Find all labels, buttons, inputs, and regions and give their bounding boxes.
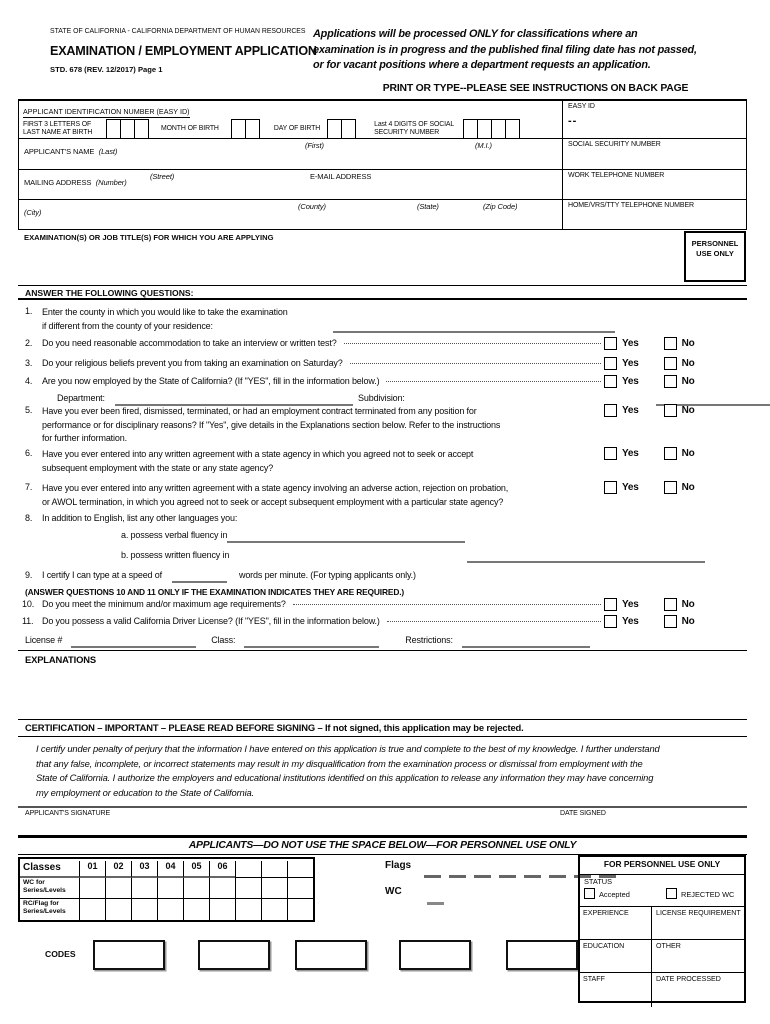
class-col-4: 04	[157, 861, 183, 878]
license-requirement-cell[interactable]	[652, 907, 744, 940]
name-mi-label: (M.I.)	[475, 141, 492, 150]
wc-blank[interactable]	[427, 902, 444, 905]
day-of-birth-label: DAY OF BIRTH	[273, 125, 321, 133]
other-label: OTHER	[656, 942, 681, 950]
rejected-wc-checkbox[interactable]	[666, 888, 677, 899]
question-1-line1: Enter the county in which you would like to take the examination	[42, 307, 288, 317]
q4-no-checkbox[interactable]	[664, 375, 677, 388]
no-label: No	[681, 448, 695, 459]
ssn4-boxes	[464, 119, 520, 139]
wc-cell[interactable]	[235, 878, 261, 899]
q3-yes-checkbox[interactable]	[604, 357, 617, 370]
easy-id-row	[19, 101, 746, 138]
classes-table	[18, 857, 315, 922]
dotted-leader	[344, 343, 601, 344]
codes-label: CODES	[45, 949, 76, 959]
wc-cell[interactable]	[79, 878, 105, 899]
code-box[interactable]	[198, 940, 270, 970]
yes-label: Yes	[622, 599, 639, 610]
rejected-wc-label: REJECTED WC	[681, 890, 735, 899]
verbal-fluency-field[interactable]	[227, 541, 465, 543]
home-phone-label: HOME/VRS/TTY TELEPHONE NUMBER	[568, 202, 694, 209]
questions-10-11-note: (ANSWER QUESTIONS 10 AND 11 ONLY IF THE EXAMINATION INDICATES THEY ARE REQUIRED.)	[25, 587, 405, 597]
answer-questions-heading: ANSWER THE FOLLOWING QUESTIONS:	[18, 287, 747, 300]
verbal-fluency-label: a. possess verbal fluency in	[121, 530, 228, 540]
typing-speed-field[interactable]	[172, 581, 227, 583]
date-signed-label: DATE SIGNED	[560, 810, 606, 817]
license-class-field[interactable]	[244, 646, 379, 648]
wc-cell[interactable]	[131, 878, 157, 899]
personnel-box-line2: USE ONLY	[696, 248, 734, 258]
question-7-line1: Have you ever entered into any written agreement with a state agency involving an adverse action, rejection on probation,	[42, 483, 509, 493]
staff-label: STAFF	[583, 975, 605, 983]
date-processed-label: DATE PROCESSED	[656, 975, 721, 983]
question-5-line2: performance or for disciplinary reasons? If "Yes", give details in the Explanations section below. Refer to the instructions	[42, 419, 501, 430]
processing-notice	[313, 27, 765, 74]
wc-cell[interactable]	[183, 878, 209, 899]
license-number-field[interactable]	[71, 646, 196, 648]
education-cell[interactable]	[580, 940, 652, 973]
question-9-post: words per minute. (For typing applicants only.)	[238, 570, 416, 580]
flag-blank[interactable]	[549, 875, 566, 878]
certification-line2: that any false, incomplete, or incorrect statements may result in my disqualification from the examination process or dismissal from employment with the	[36, 757, 643, 769]
question-10-text: Do you meet the minimum and/or maximum age requirements?	[42, 599, 286, 609]
wc-cell[interactable]	[157, 878, 183, 899]
flag-blank[interactable]	[424, 875, 441, 878]
q5-no-checkbox[interactable]	[664, 404, 677, 417]
question-8	[18, 513, 747, 560]
rc-cell[interactable]	[183, 899, 209, 920]
question-1-line2: if different from the county of your residence:	[42, 320, 213, 331]
yes-label: Yes	[622, 616, 639, 627]
work-phone-cell[interactable]	[562, 170, 746, 199]
yes-label: Yes	[622, 482, 639, 493]
address-street-label: (Street)	[150, 172, 175, 181]
question-4-subfields	[18, 393, 747, 403]
agency-line: STATE OF CALIFORNIA - CALIFORNIA DEPARTMENT OF HUMAN RESOURCES	[50, 28, 306, 35]
identification-table	[18, 99, 747, 230]
q7-yes-checkbox[interactable]	[604, 481, 617, 494]
rc-cell[interactable]	[209, 899, 235, 920]
dotted-leader	[293, 604, 601, 605]
ssn4-label: Last 4 DIGITS OF SOCIAL SECURITY NUMBER	[374, 121, 455, 136]
rc-flag-label: RC/Flag for Series/Levels	[23, 900, 66, 916]
staff-row	[580, 973, 744, 1007]
dotted-leader	[386, 381, 601, 382]
question-10	[18, 599, 747, 609]
digit-box[interactable]	[463, 119, 478, 139]
flag-blank[interactable]	[524, 875, 541, 878]
yes-label: Yes	[622, 448, 639, 459]
dotted-leader	[387, 621, 601, 622]
notice-line-2: examination is in progress and the published final filing date has not passed,	[313, 43, 697, 56]
question-1	[18, 306, 747, 333]
code-box[interactable]	[295, 940, 367, 970]
easy-id-row-title: APPLICANT IDENTIFICATION NUMBER (EASY ID)	[23, 107, 190, 116]
work-phone-label: WORK TELEPHONE NUMBER	[568, 172, 665, 179]
status-row	[580, 875, 744, 907]
notice-line-3: or for vacant positions where a department requests an application.	[313, 59, 651, 71]
mailing-address-label: MAILING ADDRESS	[24, 178, 92, 187]
experience-label: EXPERIENCE	[583, 909, 629, 917]
signature-line[interactable]	[18, 806, 747, 808]
license-restrictions-label: Restrictions:	[405, 635, 453, 645]
license-restrictions-field[interactable]	[462, 646, 590, 648]
other-cell[interactable]	[652, 940, 744, 973]
question-7-line2: or AWOL termination, in which you agreed not to seek or accept subsequent employment with a particular state agency?	[42, 496, 504, 507]
question-6-line2: subsequent employment with the state or any state agency?	[42, 462, 274, 473]
first3-letter-boxes	[107, 119, 149, 139]
class-col-7	[235, 861, 261, 878]
q7-no-checkbox[interactable]	[664, 481, 677, 494]
date-processed-cell[interactable]	[652, 973, 744, 1007]
wc-label: WC	[385, 886, 402, 897]
state-label: (State)	[417, 202, 439, 211]
question-9-number: 9.	[25, 570, 33, 580]
question-3	[18, 358, 747, 368]
q6-no-checkbox[interactable]	[664, 447, 677, 460]
digit-box[interactable]	[477, 119, 492, 139]
first3-letters-label: FIRST 3 LETTERS OF LAST NAME AT BIRTH	[23, 121, 93, 136]
question-2-number: 2.	[25, 338, 33, 348]
yes-label: Yes	[622, 405, 639, 416]
no-label: No	[681, 616, 695, 627]
question-11	[18, 616, 747, 626]
question-6	[18, 448, 747, 475]
address-number-label: (Number)	[95, 178, 127, 187]
yes-label: Yes	[622, 358, 639, 369]
dotted-leader	[350, 363, 601, 364]
rc-cell[interactable]	[131, 899, 157, 920]
question-8-number: 8.	[25, 513, 33, 523]
flag-blank[interactable]	[449, 875, 466, 878]
question-5-line3: for further information.	[42, 433, 127, 444]
flag-blank[interactable]	[499, 875, 516, 878]
q2-yes-checkbox[interactable]	[604, 337, 617, 350]
question-1-number: 1.	[25, 306, 33, 316]
city-label: (City)	[24, 208, 42, 217]
no-label: No	[681, 482, 695, 493]
question-4-text: Are you now employed by the State of California? (If "YES", fill in the information below.)	[42, 376, 380, 386]
license-class-label: Class:	[211, 635, 236, 645]
department-label: Department:	[57, 393, 105, 403]
ssn-cell[interactable]	[562, 139, 746, 169]
code-box[interactable]	[506, 940, 578, 970]
county-label: (County)	[298, 202, 326, 211]
q10-yes-checkbox[interactable]	[604, 598, 617, 611]
class-col-2: 02	[105, 861, 131, 878]
question-11-number: 11.	[22, 616, 34, 626]
q11-yes-checkbox[interactable]	[604, 615, 617, 628]
certification-body	[36, 742, 742, 800]
rc-cell[interactable]	[287, 899, 313, 920]
city-row	[19, 199, 746, 229]
license-requirement-label: LICENSE REQUIREMENT	[656, 909, 741, 917]
written-fluency-label: b. possess written fluency in	[121, 550, 230, 560]
class-col-9	[287, 861, 313, 878]
question-5-line1: Have you ever been fired, dismissed, terminated, or had an employment contract terminated from any position for	[42, 406, 477, 416]
question-8-text: In addition to English, list any other languages you:	[42, 513, 238, 523]
question-4	[18, 376, 747, 386]
wc-series-row	[20, 878, 313, 899]
education-label: EDUCATION	[583, 942, 625, 950]
question-11-text: Do you possess a valid California Driver License? (If "YES", fill in the information below.)	[42, 616, 380, 626]
zip-label: (Zip Code)	[483, 202, 518, 211]
divider	[18, 719, 747, 720]
wc-cell[interactable]	[261, 878, 287, 899]
class-col-3: 03	[131, 861, 157, 878]
month-boxes	[232, 119, 260, 139]
page-title: EXAMINATION / EMPLOYMENT APPLICATION	[50, 44, 317, 58]
question-9	[18, 570, 747, 580]
month-of-birth-label: MONTH OF BIRTH	[161, 125, 219, 133]
code-box[interactable]	[399, 940, 471, 970]
no-label: No	[681, 405, 695, 416]
question-7-number: 7.	[25, 482, 33, 492]
education-row	[580, 940, 744, 973]
digit-box[interactable]	[505, 119, 520, 139]
email-label: E-MAIL ADDRESS	[310, 172, 372, 181]
personnel-box-line1: PERSONNEL	[691, 239, 739, 248]
name-row	[19, 138, 746, 169]
subdivision-label: Subdivision:	[358, 393, 405, 403]
easy-id-value: --	[568, 115, 578, 127]
name-last-label: (Last)	[98, 147, 118, 156]
classes-header-row	[20, 859, 313, 878]
no-label: No	[681, 599, 695, 610]
no-label: No	[681, 338, 695, 349]
q4-yes-checkbox[interactable]	[604, 375, 617, 388]
yes-label: Yes	[622, 376, 639, 387]
question-10-number: 10.	[22, 599, 35, 609]
yes-label: Yes	[622, 338, 639, 349]
applicant-name-label: APPLICANT'S NAME	[24, 147, 95, 156]
question-5	[18, 405, 747, 446]
notice-line-1: Applications will be processed ONLY for classifications where an	[313, 28, 638, 40]
explanations-heading: EXPLANATIONS	[25, 654, 96, 665]
accepted-label: Accepted	[599, 890, 630, 899]
question-3-text: Do your religious beliefs prevent you from taking an examination on Saturday?	[42, 358, 343, 368]
question-3-number: 3.	[25, 358, 33, 368]
rc-cell[interactable]	[261, 899, 287, 920]
question-6-number: 6.	[25, 448, 33, 458]
examination-titles-field[interactable]	[18, 229, 747, 286]
certification-line3: State of California. I authorize the employers and educational institutions identified on this application to release any information they may have concerning	[36, 772, 654, 783]
divider	[18, 736, 747, 737]
wc-cell[interactable]	[209, 878, 235, 899]
rc-cell[interactable]	[79, 899, 105, 920]
wc-cell[interactable]	[105, 878, 131, 899]
question-2	[18, 338, 747, 348]
written-fluency-field[interactable]	[467, 561, 705, 563]
day-boxes	[328, 119, 356, 139]
wc-series-label: WC for Series/Levels	[20, 878, 79, 899]
for-personnel-use-box	[578, 855, 746, 1003]
q3-no-checkbox[interactable]	[664, 357, 677, 370]
q2-no-checkbox[interactable]	[664, 337, 677, 350]
examination-titles-label: EXAMINATION(S) OR JOB TITLE(S) FOR WHICH YOU ARE APPLYING	[24, 233, 274, 242]
rc-cell[interactable]	[235, 899, 261, 920]
rc-cell[interactable]	[157, 899, 183, 920]
question-9-pre: I certify I can type at a speed of	[42, 570, 162, 580]
q10-no-checkbox[interactable]	[664, 598, 677, 611]
rc-flag-row	[20, 899, 313, 920]
license-number-label: License #	[25, 635, 63, 645]
q5-yes-checkbox[interactable]	[604, 404, 617, 417]
form-number: STD. 678 (REV. 12/2017) Page 1	[50, 65, 163, 74]
question-4-number: 4.	[25, 376, 33, 386]
digit-box[interactable]	[491, 119, 506, 139]
status-label: STATUS	[584, 877, 613, 886]
rc-cell[interactable]	[105, 899, 131, 920]
class-col-6: 06	[209, 861, 235, 878]
letter-box[interactable]	[120, 119, 135, 139]
question-6-line1: Have you ever entered into any written agreement with a state agency in which you agreed not to seek or accept	[42, 449, 474, 459]
print-or-type-instruction: PRINT OR TYPE--PLEASE SEE INSTRUCTIONS ON BACK PAGE	[382, 83, 689, 94]
experience-cell[interactable]	[580, 907, 652, 940]
personnel-use-only-box	[684, 231, 746, 282]
divider	[18, 835, 747, 838]
mailing-address-row	[19, 169, 746, 199]
digit-box[interactable]	[231, 119, 246, 139]
class-col-5: 05	[183, 861, 209, 878]
q6-yes-checkbox[interactable]	[604, 447, 617, 460]
digit-box[interactable]	[341, 119, 356, 139]
name-first-label: (First)	[305, 141, 324, 150]
certification-line1: I certify under penalty of perjury that the information I have entered on this application is true and complete to the best of my knowledge. I further understand	[36, 743, 660, 754]
experience-row	[580, 907, 744, 940]
classes-header-label: Classes	[20, 861, 79, 878]
wc-cell[interactable]	[287, 878, 313, 899]
easy-id-cell[interactable]	[562, 101, 746, 138]
applicant-signature-label: APPLICANT'S SIGNATURE	[25, 810, 111, 817]
certification-line4: my employment or education to the State of California.	[36, 786, 255, 798]
question-2-text: Do you need reasonable accommodation to take an interview or written test?	[42, 338, 337, 348]
easy-id-label: EASY ID	[568, 103, 595, 110]
flag-blank[interactable]	[474, 875, 491, 878]
personnel-box-title: FOR PERSONNEL USE ONLY	[580, 857, 744, 875]
letter-box[interactable]	[106, 119, 121, 139]
ssn-label: SOCIAL SECURITY NUMBER	[568, 141, 661, 148]
code-box[interactable]	[93, 940, 165, 970]
home-phone-cell[interactable]	[562, 200, 746, 229]
q11-no-checkbox[interactable]	[664, 615, 677, 628]
question-7	[18, 482, 747, 509]
personnel-section-heading: APPLICANTS—DO NOT USE THE SPACE BELOW—FOR PERSONNEL USE ONLY	[188, 840, 577, 851]
accepted-checkbox[interactable]	[584, 888, 595, 899]
class-col-8	[261, 861, 287, 878]
county-answer-line[interactable]	[333, 331, 615, 333]
no-label: No	[681, 376, 695, 387]
flags-label: Flags	[385, 860, 412, 871]
question-5-number: 5.	[25, 405, 33, 415]
divider	[18, 650, 747, 651]
license-row	[18, 635, 747, 645]
digit-box[interactable]	[245, 119, 260, 139]
no-label: No	[681, 358, 695, 369]
class-col-1: 01	[79, 861, 105, 878]
letter-box[interactable]	[134, 119, 149, 139]
certification-heading: CERTIFICATION – IMPORTANT – PLEASE READ BEFORE SIGNING – If not signed, this application may be rejected.	[25, 722, 524, 733]
digit-box[interactable]	[327, 119, 342, 139]
staff-cell[interactable]	[580, 973, 652, 1007]
